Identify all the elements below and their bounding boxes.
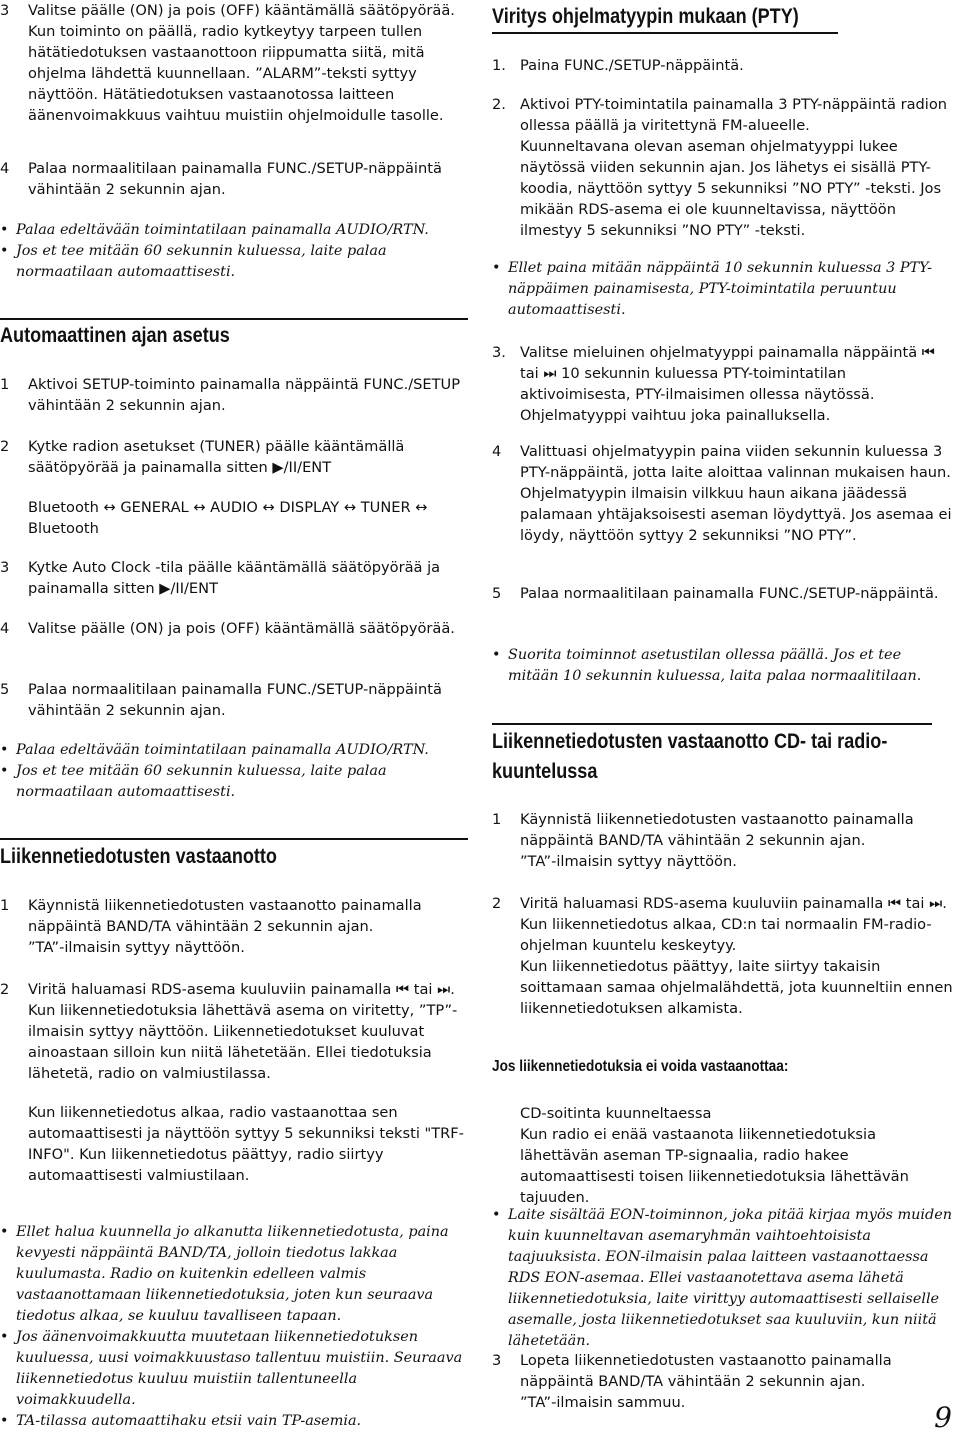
heading-rule	[0, 838, 468, 840]
step-number: 2	[0, 438, 10, 455]
heading-rule	[0, 318, 468, 320]
step-sub: Kun liikennetiedotuksia lähettävä asema on viritetty, ”TP”-ilmaisin syttyy näyttöön. Liikennetiedotukset kuuluvat ainoastaan silloin kun niitä lähetetään. Ellei tiedotuksia lähetetä, radio on valmiustilassa.	[28, 1002, 458, 1082]
section-heading: Viritys ohjelmatyypin mukaan (PTY)	[492, 5, 799, 28]
step-number: 4	[0, 160, 10, 177]
step-sub: ”TA”-ilmaisin syttyy näyttöön.	[520, 853, 737, 870]
step-text: Palaa normaalitilaan painamalla FUNC./SETUP-näppäintä vähintään 2 sekunnin ajan.	[28, 681, 442, 719]
bullet-item: • Jos et tee mitään 60 sekunnin kuluessa, laite palaa normaatilaan automaattisesti.	[0, 761, 468, 803]
subsection-heading: Jos liikennetiedotuksia ei voida vastaanottaa:	[492, 1058, 789, 1075]
step-number: 4	[492, 443, 502, 460]
step-number: 1	[0, 897, 10, 914]
step-number: 3	[492, 1352, 502, 1369]
bullet-item: • Jos et tee mitään 60 sekunnin kuluessa, laite palaa normaatilaan automaattisesti.	[0, 241, 468, 283]
cd-listening-block	[492, 1103, 954, 1208]
pty-step-3	[492, 342, 954, 426]
step-3-alarm	[0, 0, 468, 126]
bullet-item: • Suorita toiminnot asetustilan ollessa päällä. Jos et tee mitään 10 sekunnin kuluessa, laita palaa normaalitilaan.	[492, 645, 954, 687]
pty-step-4	[492, 441, 954, 546]
bullet-list-top	[0, 220, 468, 283]
step-text: Aktivoi SETUP-toiminto painamalla näppäintä FUNC./SETUP vähintään 2 sekunnin ajan.	[28, 376, 461, 414]
step-lead: Lopeta liikennetiedotusten vastaanotto painamalla näppäintä BAND/TA vähintään 2 sekunnin ajan.	[520, 1352, 892, 1390]
bullet-list-traffic	[0, 1222, 468, 1432]
cd-traffic-step-3	[492, 1350, 954, 1413]
auto-time-step-1	[0, 374, 468, 416]
step-number: 2	[492, 895, 502, 912]
step-number: 4	[0, 620, 10, 637]
step-text: Paina FUNC./SETUP-näppäintä.	[520, 57, 744, 74]
eon-bullet	[492, 1205, 954, 1352]
step-text: Valitse päälle (ON) ja pois (OFF) kääntämällä säätöpyörää.	[28, 620, 455, 637]
traffic-step-1	[0, 895, 468, 958]
step-sub: Kun liikennetiedotus alkaa, CD:n tai normaalin FM-radio-ohjelman kuuntelu keskeytyy.	[520, 916, 932, 954]
step-sub: Ohjelmatyypin ilmaisin vilkkuu haun aikana jäädessä palamaan yhtäjaksoisesti aseman löydyttyä. Jos asemaa ei löydy, näyttöön syttyy 2 sekunniksi ”NO PTY”.	[520, 485, 952, 544]
step-lead: Käynnistä liikennetiedotusten vastaanotto painamalla näppäintä BAND/TA vähintään 2 sekunnin ajan.	[28, 897, 422, 935]
bullet-item: • Ellet paina mitään näppäintä 10 sekunnin kuluessa 3 PTY-näppäimen painamisesta, PTY-toimintatila peruuntuu automaattisesti.	[492, 258, 954, 321]
auto-time-step-4	[0, 618, 468, 639]
section-heading: Automaattinen ajan asetus	[0, 324, 230, 347]
cd-label: CD-soitinta kuunneltaessa	[520, 1105, 712, 1122]
heading-rule	[492, 32, 838, 34]
step-text: Palaa normaalitilaan painamalla FUNC./SETUP-näppäintä vähintään 2 sekunnin ajan.	[28, 160, 442, 198]
traffic-step-2	[0, 979, 468, 1186]
bullet-item: • Jos äänenvoimakkuutta muutetaan liikennetiedotuksen kuuluessa, uusi voimakkuustaso tallentuu muistiin. Seuraava liikennetiedotus kuuluu muistiin tallentuneella voimakkuudella.	[0, 1327, 468, 1411]
heading-rule	[492, 723, 932, 725]
step-text: Palaa normaalitilaan painamalla FUNC./SETUP-näppäintä.	[520, 585, 939, 602]
bullet-item: • TA-tilassa automaattihaku etsii vain TP-asemia.	[0, 1411, 468, 1432]
step-number: 1.	[492, 57, 506, 74]
step-sub: ”TA”-ilmaisin syttyy näyttöön.	[28, 939, 245, 956]
auto-time-step-2	[0, 436, 468, 478]
step-number: 5	[492, 585, 502, 602]
auto-time-step-3	[0, 557, 468, 599]
section-heading: Liikennetiedotusten vastaanotto CD- tai radio-	[492, 730, 888, 753]
section-heading: Liikennetiedotusten vastaanotto	[0, 845, 277, 868]
cd-traffic-step-2	[492, 893, 954, 1019]
subsection-no-traffic	[492, 1056, 954, 1078]
section-heading: kuuntelussa	[492, 760, 598, 783]
section-pty	[492, 2, 954, 32]
step-title: Valitse päälle (ON) ja pois (OFF) kääntämällä säätöpyörää.	[28, 2, 455, 19]
menu-path-text: Bluetooth ↔ GENERAL ↔ AUDIO ↔ DISPLAY ↔ TUNER ↔ Bluetooth	[28, 499, 428, 537]
step-sub: Kun liikennetiedotus päättyy, laite siirtyy takaisin soittamaan samaa ohjelmalähdettä, jota kuunneltiin ennen liikennetiedotuksen alkamista.	[520, 958, 953, 1017]
section-auto-time	[0, 321, 468, 351]
step-sub: Kun liikennetiedotus alkaa, radio vastaanottaa sen automaattisesti ja näyttöön syttyy 5 sekunniksi teksti "TRF-INFO". Kun liikennetiedotus päättyy, radio siirtyy automaattisesti valmiustilaan.	[28, 1104, 464, 1184]
bullet-list-auto-time	[0, 740, 468, 803]
step-text: Kytke Auto Clock -tila päälle kääntämällä säätöpyörää ja painamalla sitten ▶/II/ENT	[28, 559, 441, 597]
step-lead: Aktivoi PTY-toimintatila painamalla 3 PTY-näppäintä radion ollessa päällä ja viritettynä FM-alueelle.	[520, 96, 948, 134]
auto-time-step-5	[0, 679, 468, 721]
cd-traffic-step-1	[492, 809, 954, 872]
bullet-item: • Laite sisältää EON-toiminnon, joka pitää kirjaa myös muiden kuin kuunneltavan asemaryhmän vaihtoehtoisista taajuuksista. EON-ilmaisin palaa laitteen vastaanottaessa RDS EON-asemaa. Ellei vastaanotettava asema lähetä liikennetiedotuksia, laite virittyy automaattisesti sellaiselle asemalle, josta liikennetiedotukset saa kuuluviin, kun niitä lähetetään.	[492, 1205, 954, 1352]
step-number: 2	[0, 981, 10, 998]
step-text: Kytke radion asetukset (TUNER) päälle kääntämällä säätöpyörää ja painamalla sitten ▶/II/ENT	[28, 438, 405, 476]
step-number: 3.	[492, 344, 506, 361]
pty-bullet-1	[492, 258, 954, 321]
pty-step-5	[492, 583, 954, 604]
step-number: 1	[0, 376, 10, 393]
section-traffic	[0, 842, 468, 872]
step-lead: Käynnistä liikennetiedotusten vastaanotto painamalla näppäintä BAND/TA vähintään 2 sekunnin ajan.	[520, 811, 914, 849]
section-cd-traffic	[492, 727, 954, 787]
pty-step-1	[492, 55, 954, 76]
menu-path	[0, 497, 468, 539]
pty-step-2	[492, 94, 954, 241]
bullet-item: • Palaa edeltävään toimintatilaan painamalla AUDIO/RTN.	[0, 740, 468, 761]
step-lead: Viritä haluamasi RDS-asema kuuluviin painamalla ⏮ tai ⏭.	[520, 895, 947, 912]
bullet-item: • Palaa edeltävään toimintatilaan painamalla AUDIO/RTN.	[0, 220, 468, 241]
step-lead: Valittuasi ohjelmatyypin paina viiden sekunnin kuluessa 3 PTY-näppäintä, jotta laite aloittaa valinnan mukaisen haun.	[520, 443, 951, 481]
step-text: Kun toiminto on päällä, radio kytkeytyy tarpeen tullen hätätiedotuksen vastaanottoon riippumatta siitä, mitä ohjelma lähdettä kuunnellaan. ”ALARM”-teksti syttyy näyttöön. Hätätiedotuksen vastaanotossa laitteen äänenvoimakkuus vaihtuu muistiin ohjelmoidulle tasolle.	[28, 23, 444, 124]
step-sub: Ohjelmatyyppi vaihtuu joka painalluksella.	[520, 407, 831, 424]
step-number: 3	[0, 559, 10, 576]
step-number: 1	[492, 811, 502, 828]
step-number: 5	[0, 681, 10, 698]
pty-bullet-2	[492, 645, 954, 687]
page-number: 9	[934, 1401, 952, 1434]
step-number: 3	[0, 2, 10, 19]
step-number: 2.	[492, 96, 506, 113]
step-4-return	[0, 158, 468, 200]
step-lead: Valitse mieluinen ohjelmatyyppi painamalla näppäintä ⏮ tai ⏭ 10 sekunnin kuluessa PTY-toimintatilan aktivoimisesta, PTY-ilmaisimen ollessa näytössä.	[520, 344, 935, 403]
step-lead: Viritä haluamasi RDS-asema kuuluviin painamalla ⏮ tai ⏭.	[28, 981, 455, 998]
bullet-item: • Ellet halua kuunnella jo alkanutta liikennetiedotusta, paina kevyesti näppäintä BAND/TA, jolloin tiedotus lakkaa kuulumasta. Radio on kuitenkin edelleen valmis vastaanottamaan liikennetiedotuksia, joten kun seuraava tiedotus alkaa, se kuuluu tavalliseen tapaan.	[0, 1222, 468, 1327]
step-sub: Kuunneltavana olevan aseman ohjelmatyyppi lukee näytössä viiden sekunnin ajan. Jos lähetys ei sisällä PTY-koodia, näyttöön syttyy 5 sekunniksi ”NO PTY” -teksti. Jos mikään RDS-asema ei ole kuunneltavissa, näyttöön ilmestyy 5 sekunniksi ”NO PTY” -teksti.	[520, 138, 942, 239]
cd-text: Kun radio ei enää vastaanota liikennetiedotuksia lähettävän aseman TP-signaalia, radio hakee automaattisesti toisen liikennetiedotuksia lähettävän tajuuden.	[520, 1126, 909, 1206]
step-sub: ”TA”-ilmaisin sammuu.	[520, 1394, 686, 1411]
